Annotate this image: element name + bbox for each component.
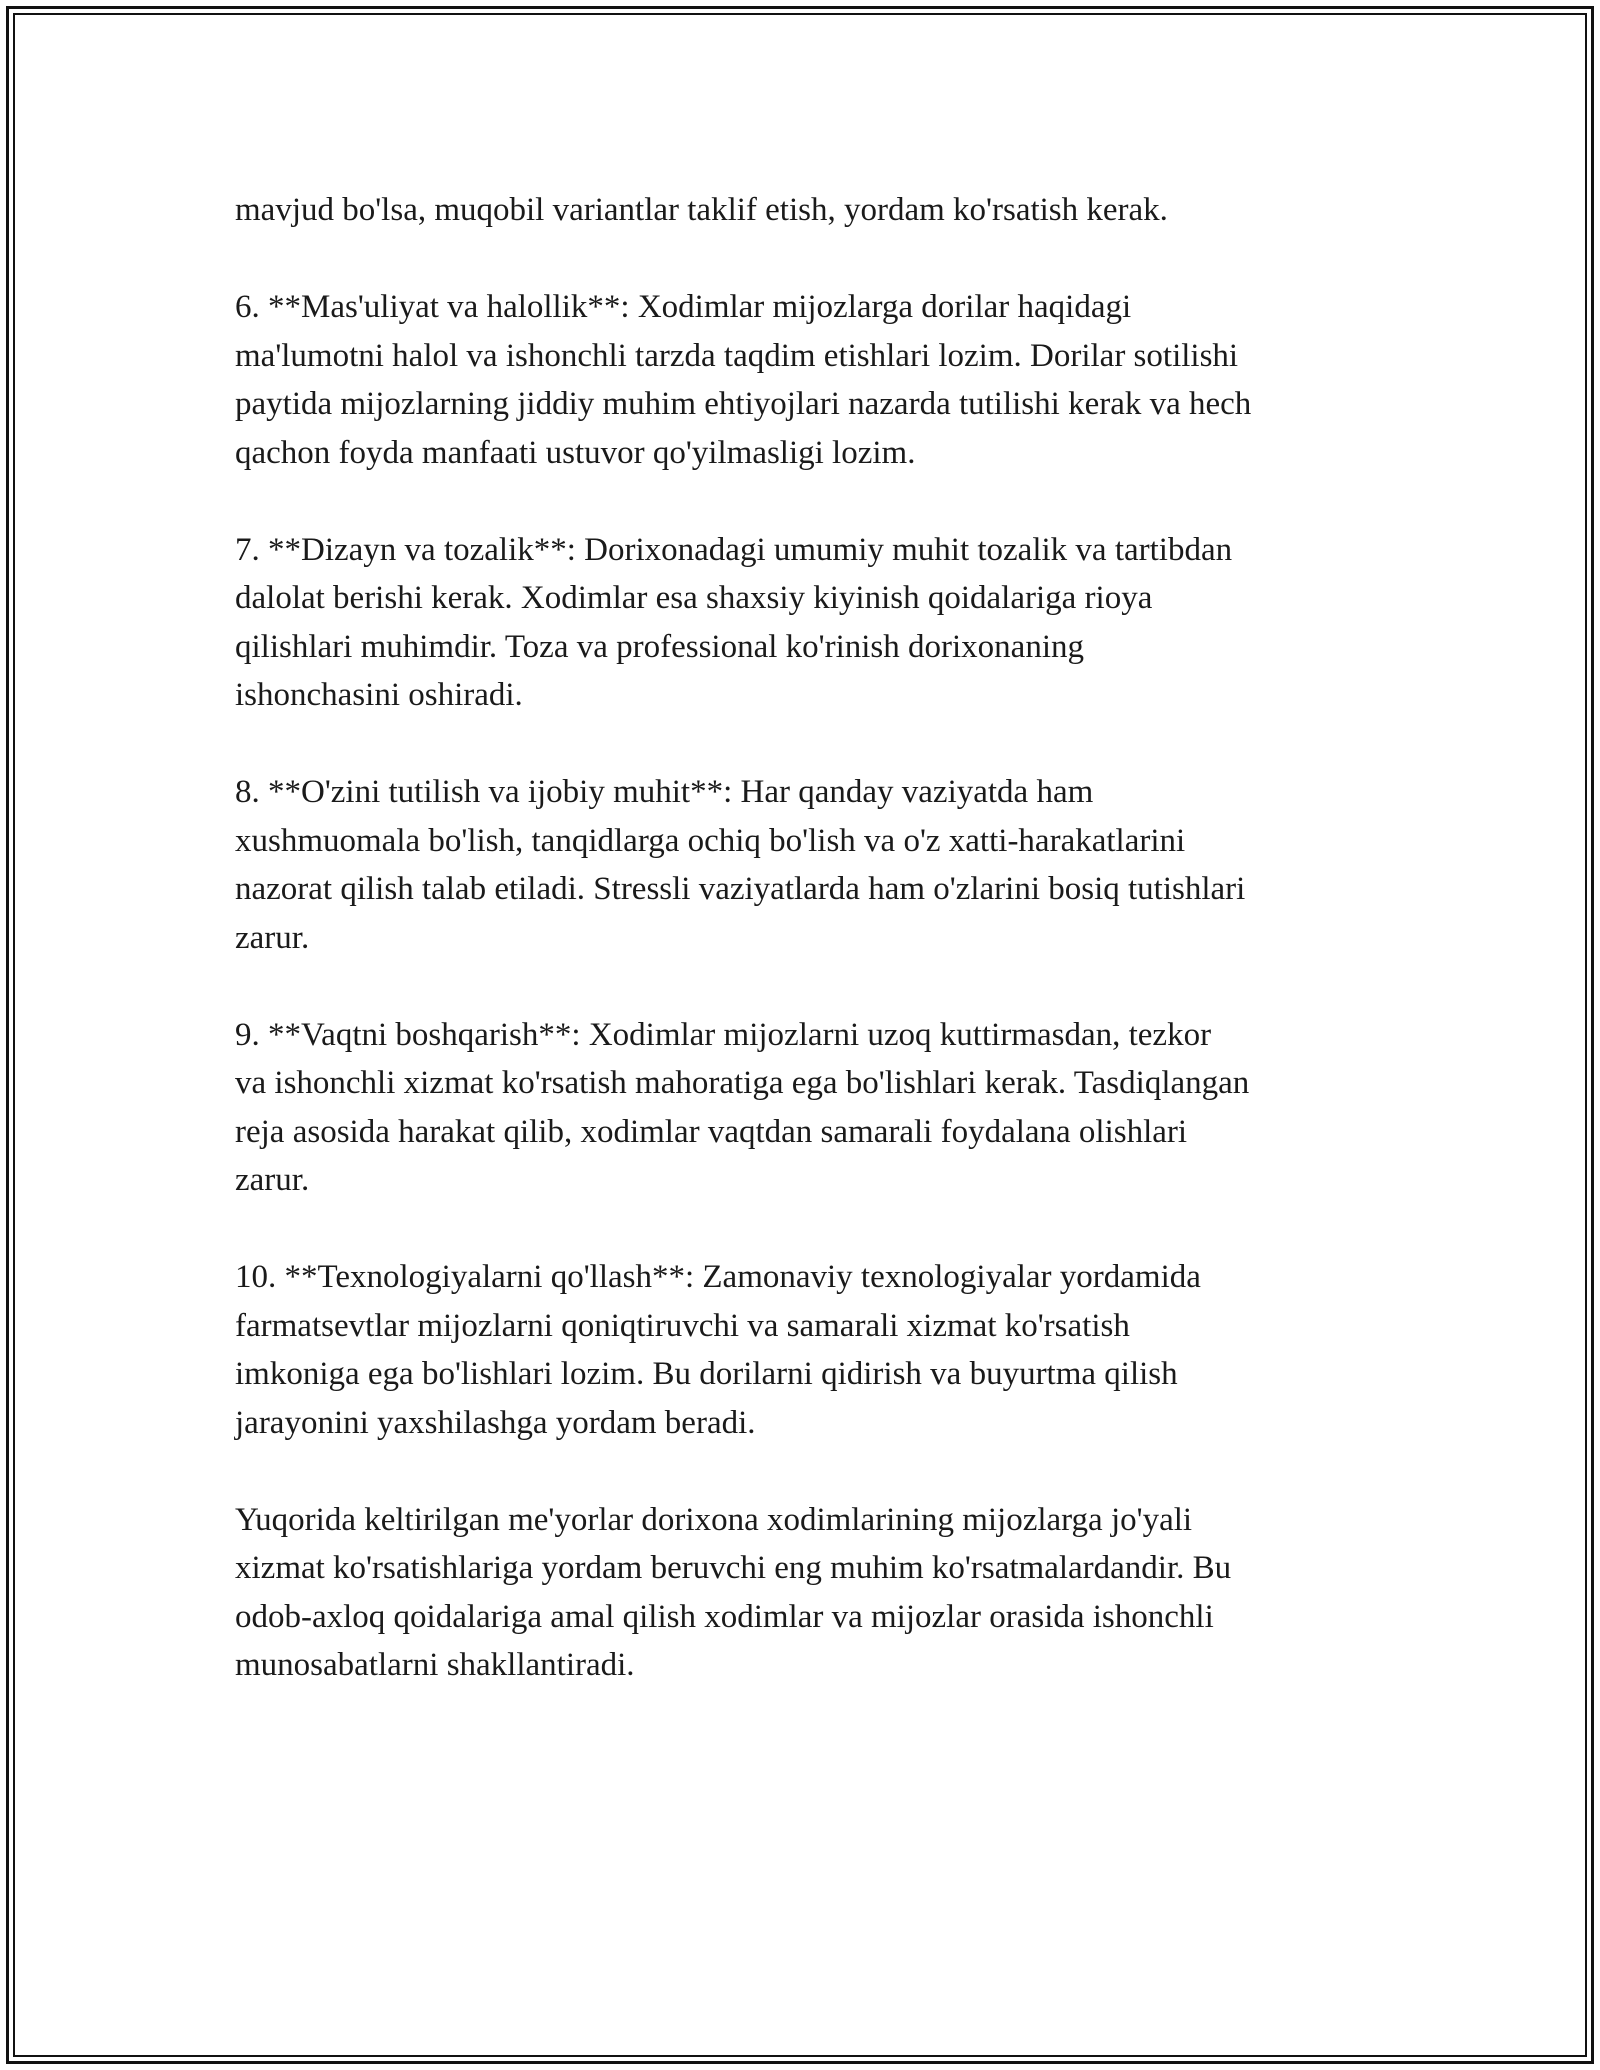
text-line: zarur. xyxy=(235,1162,310,1198)
document-body xyxy=(235,186,1385,1738)
text-line: xizmat ko'rsatishlariga yordam beruvchi eng muhim ko'rsatmalardandir. Bu xyxy=(235,1550,1232,1586)
text-line: ma'lumotni halol va ishonchli tarzda taqdim etishlari lozim. Dorilar sotilishi xyxy=(235,337,1239,374)
text-line: zarur. xyxy=(235,919,310,956)
paragraph-item-8 xyxy=(235,768,1385,962)
text-line: odob-axloq qoidalariga amal qilish xodimlar va mijozlar orasida ishonchli xyxy=(235,1598,1214,1635)
text-line: ishonchasini oshiradi. xyxy=(235,677,523,713)
text-line: 10. **Texnologiyalarni qo'llash**: Zamonaviy texnologiyalar yordamida xyxy=(235,1259,1201,1295)
paragraph-conclusion xyxy=(235,1496,1385,1690)
text-line: 8. **O'zini tutilish va ijobiy muhit**: Har qanday vaziyatda ham xyxy=(235,774,1094,810)
text-line: imkoniga ega bo'lishlari lozim. Bu dorilarni qidirish va buyurtma qilish xyxy=(235,1356,1178,1392)
text-line: munosabatlarni shakllantiradi. xyxy=(235,1647,635,1683)
text-line: dalolat berishi kerak. Xodimlar esa shaxsiy kiyinish qoidalariga rioya xyxy=(235,580,1153,616)
paragraph-item-7 xyxy=(235,526,1385,720)
text-line: qachon foyda manfaati ustuvor qo'yilmasligi lozim. xyxy=(235,434,916,471)
text-line: 6. **Mas'uliyat va halollik**: Xodimlar mijozlarga dorilar haqidagi xyxy=(235,289,1132,325)
paragraph-item-10 xyxy=(235,1253,1385,1447)
text-line: reja asosida harakat qilib, xodimlar vaqtdan samarali foydalana olishlari xyxy=(235,1113,1188,1150)
text-line: qilishlari muhimdir. Toza va professional ko'rinish dorixonaning xyxy=(235,628,1084,665)
text-line: paytida mijozlarning jiddiy muhim ehtiyojlari nazarda tutilishi kerak va hech xyxy=(235,386,1252,422)
text-line: jarayonini yaxshilashga yordam beradi. xyxy=(235,1404,756,1441)
text-line: xushmuomala bo'lish, tanqidlarga ochiq bo'lish va o'z xatti-harakatlarini xyxy=(235,822,1186,859)
paragraph-item-6 xyxy=(235,283,1385,477)
paragraph-item-9 xyxy=(235,1011,1385,1205)
text-line: Yuqorida keltirilgan me'yorlar dorixona xodimlarining mijozlarga jo'yali xyxy=(235,1501,1193,1538)
text-line: mavjud bo'lsa, muqobil variantlar taklif etish, yordam ko'rsatish kerak. xyxy=(235,192,1168,228)
text-line: farmatsevtlar mijozlarni qoniqtiruvchi va samarali xizmat ko'rsatish xyxy=(235,1307,1130,1344)
text-line: 9. **Vaqtni boshqarish**: Xodimlar mijozlarni uzoq kuttirmasdan, tezkor xyxy=(235,1016,1212,1053)
paragraph-continuation xyxy=(235,186,1385,235)
text-line: va ishonchli xizmat ko'rsatish mahoratiga ega bo'lishlari kerak. Tasdiqlangan xyxy=(235,1065,1250,1101)
text-line: 7. **Dizayn va tozalik**: Dorixonadagi umumiy muhit tozalik va tartibdan xyxy=(235,531,1233,568)
text-line: nazorat qilish talab etiladi. Stressli vaziyatlarda ham o'zlarini bosiq tutishlari xyxy=(235,871,1246,907)
